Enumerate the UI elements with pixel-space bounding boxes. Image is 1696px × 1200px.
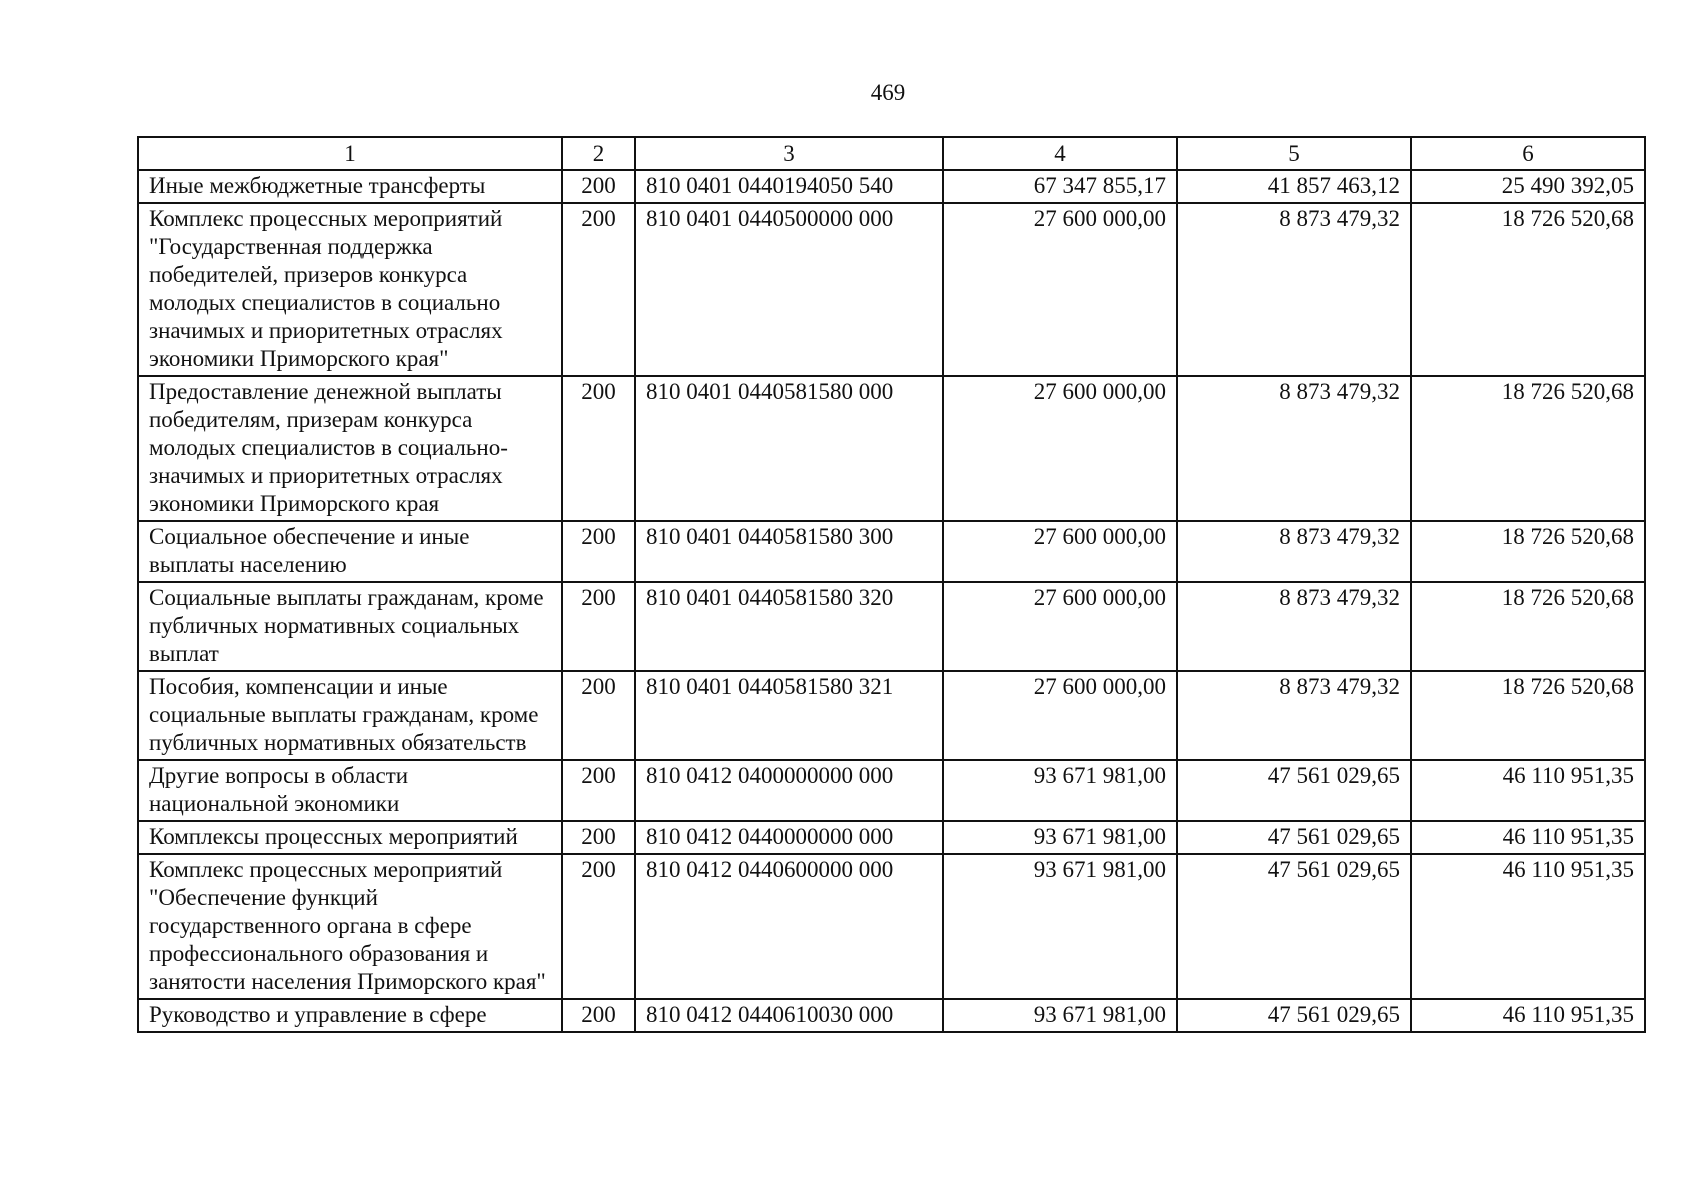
row-classification: 810 0412 0440600000 000	[635, 854, 943, 999]
row-classification: 810 0412 0440000000 000	[635, 821, 943, 854]
row-code: 200	[562, 999, 635, 1032]
row-plan: 93 671 981,00	[943, 854, 1177, 999]
table-row	[138, 854, 1645, 999]
header-cell-5: 5	[1177, 137, 1411, 170]
header-cell-1: 1	[138, 137, 562, 170]
header-cell-6: 6	[1411, 137, 1645, 170]
row-name: Руководство и управление в сфере	[138, 999, 562, 1032]
row-classification: 810 0401 0440581580 320	[635, 582, 943, 671]
row-classification: 810 0401 0440194050 540	[635, 170, 943, 203]
row-executed: 8 873 479,32	[1177, 671, 1411, 760]
row-name: Социальное обеспечение и иные выплаты населению	[138, 521, 562, 582]
row-classification: 810 0412 0440610030 000	[635, 999, 943, 1032]
row-executed: 8 873 479,32	[1177, 376, 1411, 521]
row-name: Комплексы процессных мероприятий	[138, 821, 562, 854]
row-name: Иные межбюджетные трансферты	[138, 170, 562, 203]
row-executed: 47 561 029,65	[1177, 821, 1411, 854]
table-row	[138, 760, 1645, 821]
row-code: 200	[562, 521, 635, 582]
row-remaining: 46 110 951,35	[1411, 854, 1645, 999]
row-plan: 93 671 981,00	[943, 999, 1177, 1032]
table-row	[138, 999, 1645, 1032]
row-remaining: 18 726 520,68	[1411, 582, 1645, 671]
row-code: 200	[562, 821, 635, 854]
row-code: 200	[562, 671, 635, 760]
row-executed: 47 561 029,65	[1177, 999, 1411, 1032]
row-executed: 47 561 029,65	[1177, 854, 1411, 999]
row-remaining: 18 726 520,68	[1411, 203, 1645, 376]
row-code: 200	[562, 760, 635, 821]
header-cell-4: 4	[943, 137, 1177, 170]
row-plan: 93 671 981,00	[943, 821, 1177, 854]
table-row	[138, 821, 1645, 854]
row-plan: 27 600 000,00	[943, 376, 1177, 521]
table-row	[138, 521, 1645, 582]
row-executed: 41 857 463,12	[1177, 170, 1411, 203]
row-plan: 93 671 981,00	[943, 760, 1177, 821]
row-remaining: 18 726 520,68	[1411, 521, 1645, 582]
row-plan: 27 600 000,00	[943, 671, 1177, 760]
row-name: Пособия, компенсации и иные социальные выплаты гражданам, кроме публичных нормативных обязательств	[138, 671, 562, 760]
row-executed: 8 873 479,32	[1177, 521, 1411, 582]
row-executed: 8 873 479,32	[1177, 203, 1411, 376]
row-code: 200	[562, 170, 635, 203]
header-cell-3: 3	[635, 137, 943, 170]
row-remaining: 46 110 951,35	[1411, 821, 1645, 854]
row-name: Другие вопросы в области национальной экономики	[138, 760, 562, 821]
row-name: Социальные выплаты гражданам, кроме публичных нормативных социальных выплат	[138, 582, 562, 671]
row-classification: 810 0401 0440581580 321	[635, 671, 943, 760]
row-classification: 810 0401 0440581580 000	[635, 376, 943, 521]
row-executed: 8 873 479,32	[1177, 582, 1411, 671]
row-name: Комплекс процессных мероприятий "Государственная поддержка победителей, призеров конкурса молодых специалистов в социально значимых и приоритетных отраслях экономики Приморского края"	[138, 203, 562, 376]
row-remaining: 46 110 951,35	[1411, 760, 1645, 821]
table-row	[138, 376, 1645, 521]
header-row	[138, 137, 1645, 170]
header-cell-2: 2	[562, 137, 635, 170]
row-name: Комплекс процессных мероприятий "Обеспечение функций государственного органа в сфере профессионального образования и занятости населения Приморского края"	[138, 854, 562, 999]
row-name: Предоставление денежной выплаты победителям, призерам конкурса молодых специалистов в социально-значимых и приоритетных отраслях экономики Приморского края	[138, 376, 562, 521]
row-executed: 47 561 029,65	[1177, 760, 1411, 821]
page-number: 469	[870, 80, 906, 105]
row-code: 200	[562, 854, 635, 999]
row-remaining: 25 490 392,05	[1411, 170, 1645, 203]
row-remaining: 18 726 520,68	[1411, 376, 1645, 521]
row-classification: 810 0412 0400000000 000	[635, 760, 943, 821]
table-row	[138, 170, 1645, 203]
row-remaining: 18 726 520,68	[1411, 671, 1645, 760]
row-classification: 810 0401 0440581580 300	[635, 521, 943, 582]
row-plan: 27 600 000,00	[943, 521, 1177, 582]
row-plan: 67 347 855,17	[943, 170, 1177, 203]
row-remaining: 46 110 951,35	[1411, 999, 1645, 1032]
row-code: 200	[562, 376, 635, 521]
row-code: 200	[562, 582, 635, 671]
table-row	[138, 671, 1645, 760]
row-classification: 810 0401 0440500000 000	[635, 203, 943, 376]
row-code: 200	[562, 203, 635, 376]
row-plan: 27 600 000,00	[943, 582, 1177, 671]
table-row	[138, 582, 1645, 671]
row-plan: 27 600 000,00	[943, 203, 1177, 376]
budget-table	[137, 136, 1646, 1033]
table-row	[138, 203, 1645, 376]
